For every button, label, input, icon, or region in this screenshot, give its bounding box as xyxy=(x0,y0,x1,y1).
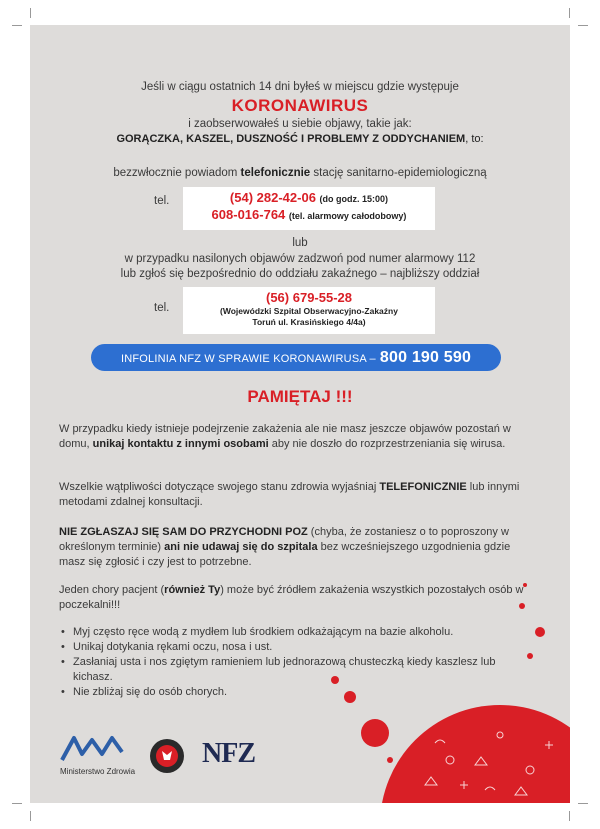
virus-big-circle xyxy=(380,705,570,803)
virus-droplet xyxy=(527,653,533,659)
nfz-logo: NFZ xyxy=(202,738,255,769)
virus-droplet xyxy=(519,603,525,609)
virus-droplet xyxy=(344,691,356,703)
advice-paragraph-2: Wszelkie wątpliwości dotyczące swojego stanu zdrowia wyjaśniaj TELEFONICZNIE lub innymi metodami zdalnej konsultacji. xyxy=(59,481,520,508)
remember-heading: PAMIĘTAJ !!! xyxy=(247,387,353,406)
title-koronawirus: KORONAWIRUS xyxy=(231,96,369,115)
hotline-number[interactable]: 800 190 590 xyxy=(379,349,472,366)
crop-mark xyxy=(30,8,31,18)
virus-droplet xyxy=(361,719,389,747)
ministry-name: Ministerstwo Zdrowia xyxy=(60,767,136,776)
virus-droplet xyxy=(523,583,527,587)
list-item: • Unikaj dotykania rękami oczu, nosa i ust. xyxy=(59,640,529,655)
or-text: lub xyxy=(292,237,308,249)
intro-line-2: i zaobserwowałeś u siebie objawy, takie jak: xyxy=(188,118,412,130)
hospital-address: Toruń ul. Krasińskiego 4/4a) xyxy=(252,317,366,327)
symptoms-line: GORĄCZKA, KASZEL, DUSZNOŚĆ I PROBLEMY Z ODDYCHANIEM, to: xyxy=(116,133,484,145)
list-item: • Nie zbliżaj się do osób chorych. xyxy=(59,685,529,700)
virus-droplet xyxy=(387,757,393,763)
crop-mark xyxy=(12,25,22,26)
crop-mark xyxy=(578,803,588,804)
list-item: • Zasłaniaj usta i nos zgiętym ramieniem lub jednorazową chusteczką kiedy kaszlesz lub kichasz. xyxy=(59,655,529,685)
crop-mark xyxy=(569,811,570,821)
virus-droplet xyxy=(331,676,339,684)
virus-decoration xyxy=(30,25,570,803)
list-item: • Myj często ręce wodą z mydłem lub środkiem odkażającym na bazie alkoholu. xyxy=(59,625,529,640)
ministry-logo-icon xyxy=(60,732,140,764)
phone-sanepid[interactable]: (54) 282-42-06 (do godz. 15:00) xyxy=(229,190,389,205)
alt-line-2: lub zgłoś się bezpośrednio do oddziału zakaźnego – najbliższy oddział xyxy=(120,268,480,280)
sanepid-emblem-icon xyxy=(148,737,186,775)
advice-paragraph-1: W przypadku kiedy istnieje podejrzenie zakażenia ale nie masz jeszcze objawów pozostań w domu, unikaj kontaktu z innymi osobami aby nie doszło do rozprzestrzeniania się wirusa. xyxy=(59,423,511,450)
alt-line-1: w przypadku nasilonych objawów zadzwoń pod numer alarmowy 112 xyxy=(124,253,476,265)
phone-hospital[interactable]: (56) 679-55-28 xyxy=(266,290,352,305)
crop-mark xyxy=(569,8,570,18)
crop-mark xyxy=(30,811,31,821)
poster-panel xyxy=(30,25,570,803)
intro-line: Jeśli w ciągu ostatnich 14 dni byłeś w miejscu gdzie występuje xyxy=(141,81,459,93)
crop-mark xyxy=(12,803,22,804)
notify-line: bezzwłocznie powiadom telefonicznie stację sanitarno-epidemiologiczną xyxy=(113,167,487,179)
hotline-text: INFOLINIA NFZ W SPRAWIE KORONAWIRUSA – xyxy=(120,353,376,365)
tel-label: tel. xyxy=(154,195,170,207)
crop-mark xyxy=(578,25,588,26)
virus-droplet xyxy=(535,627,545,637)
advice-paragraph-4: Jeden chory pacjent (również Ty) może być źródłem zakażenia wszystkich pozostałych osób w poczekalni!!! xyxy=(59,584,524,611)
hospital-name: (Wojewódzki Szpital Obserwacyjno-Zakaźny xyxy=(220,306,398,316)
advice-paragraph-3: NIE ZGŁASZAJ SIĘ SAM DO PRZYCHODNI POZ (chyba, że zostaniesz o to poproszony w określonym terminie) ani nie udawaj się do szpitala bez wcześniejszego uzgodnienia gdzie masz się zgłosić i czy jest to potrzebne. xyxy=(59,526,511,568)
phone-alarm[interactable]: 608-016-764 (tel. alarmowy całodobowy) xyxy=(211,207,407,222)
tel-label-2: tel. xyxy=(154,302,170,314)
